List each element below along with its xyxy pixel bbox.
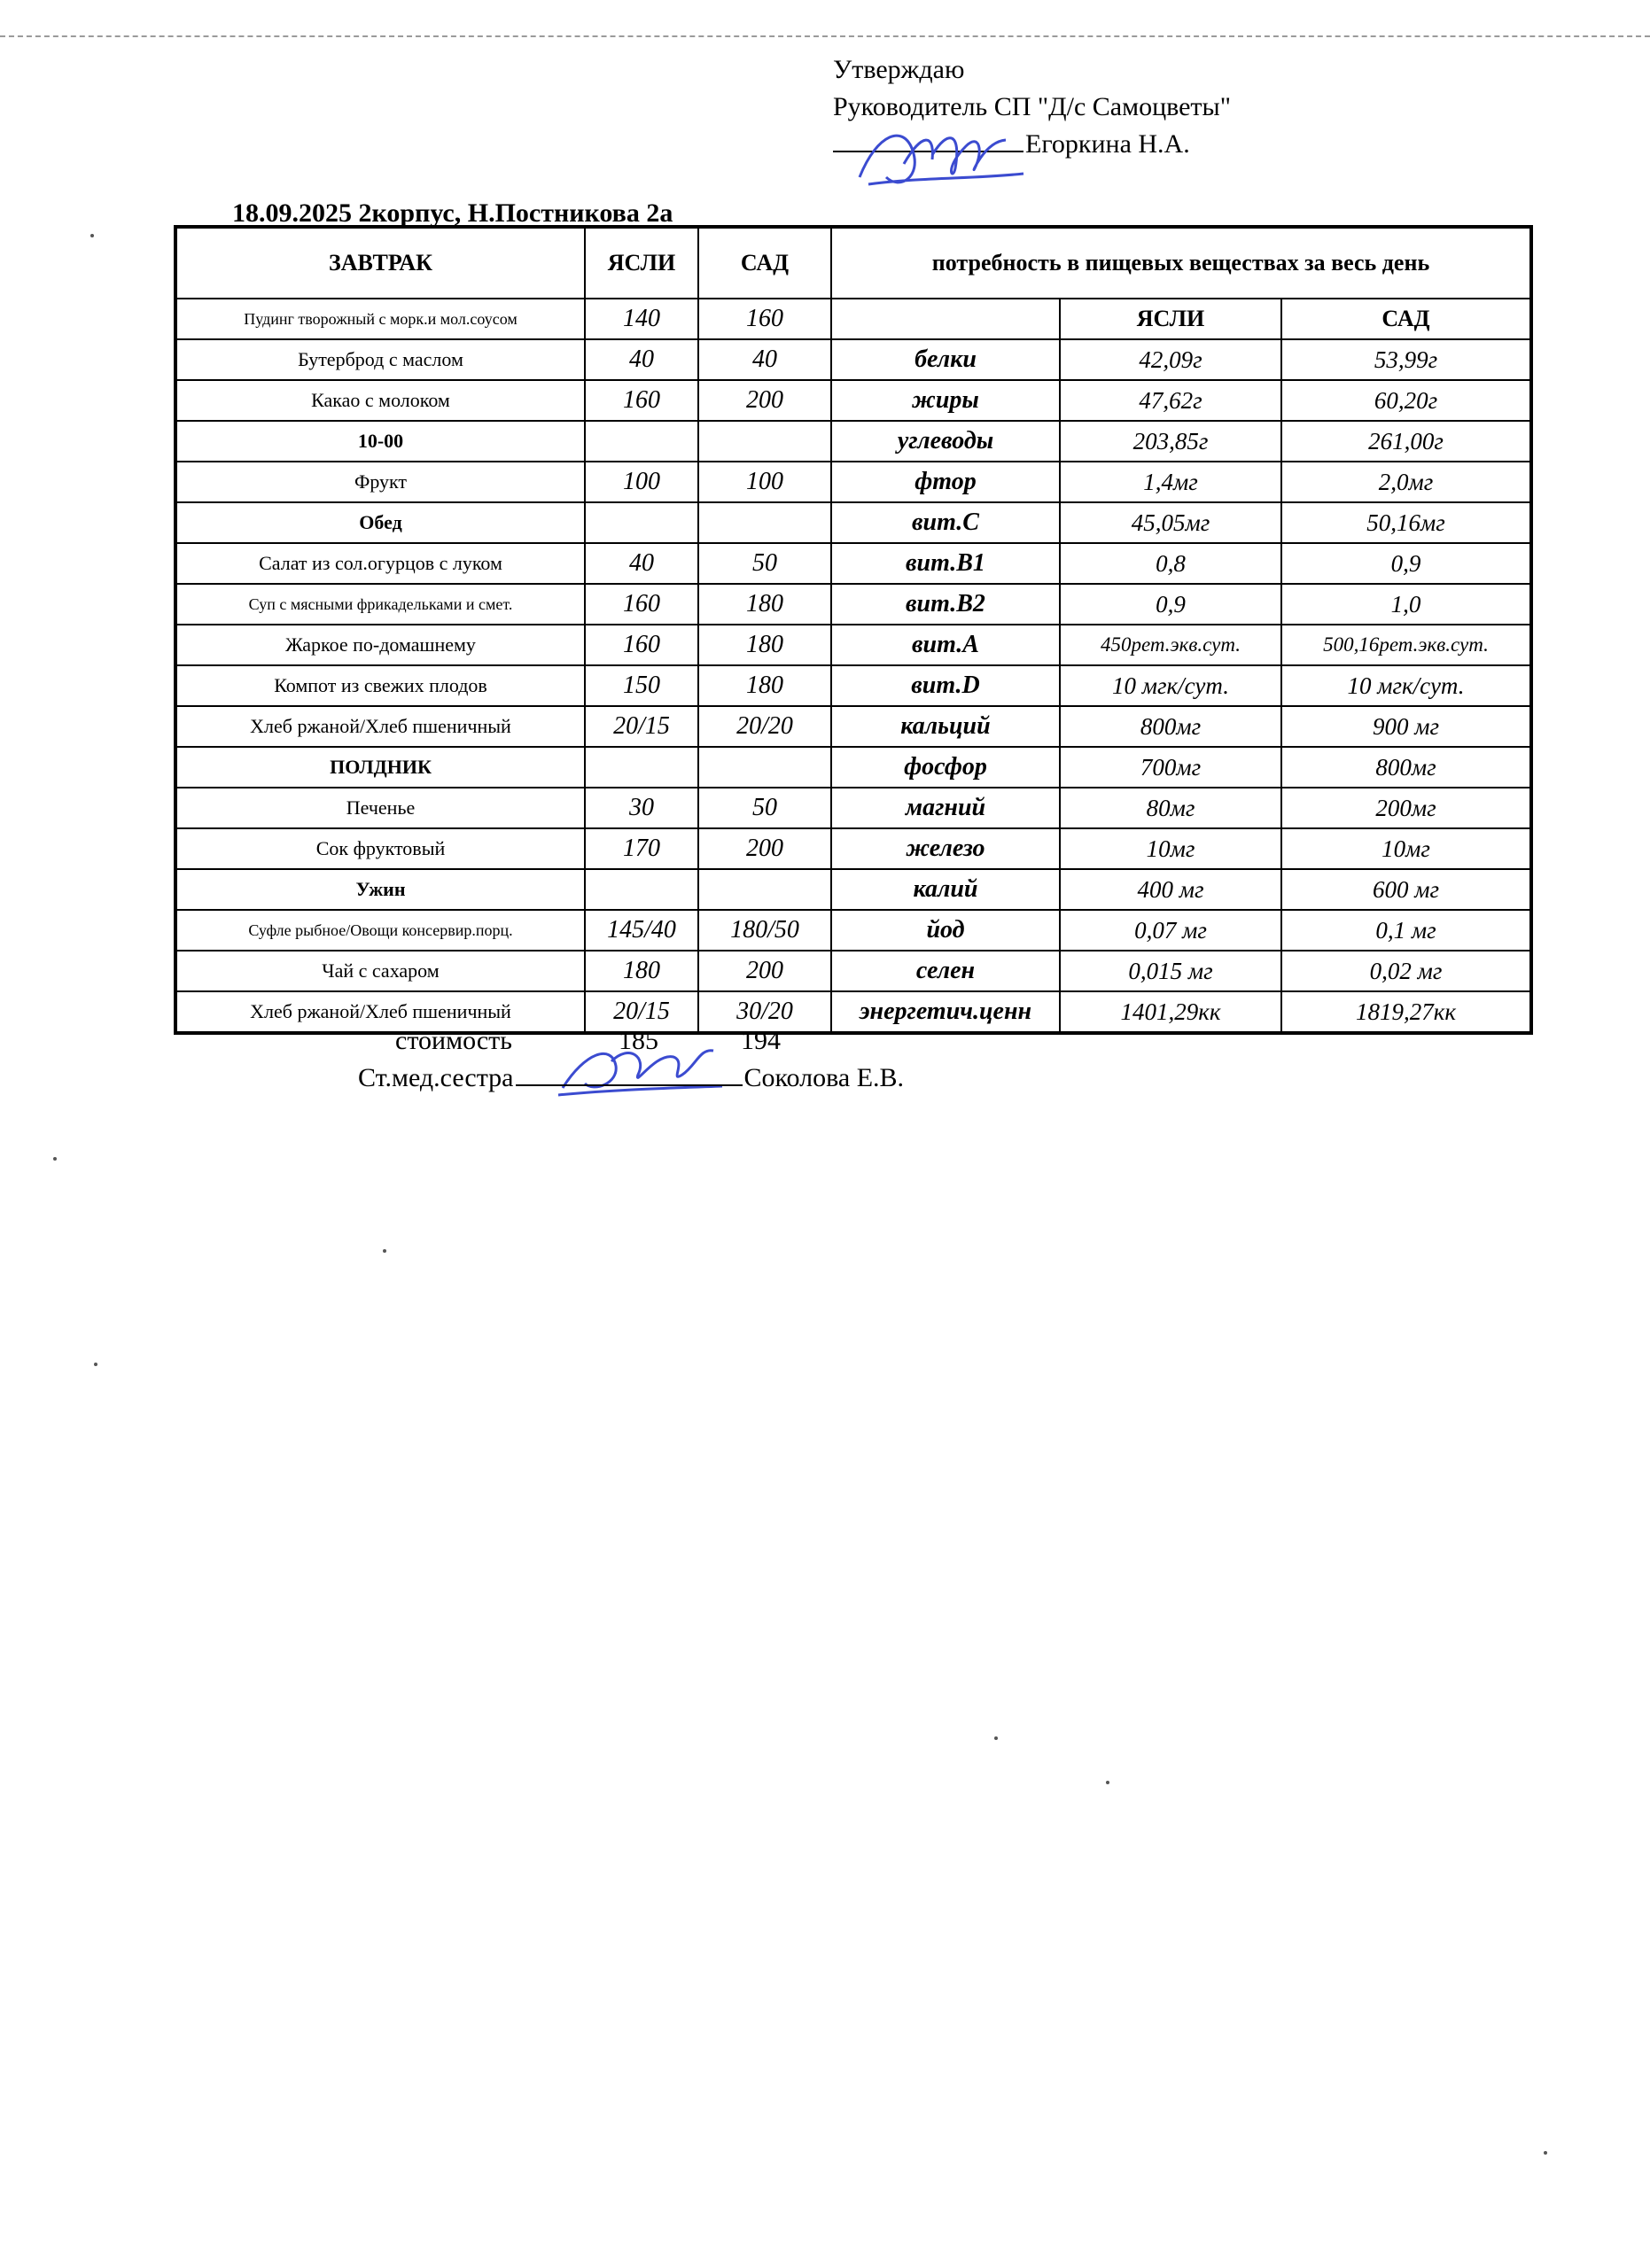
nutrient-cell bbox=[831, 299, 1060, 339]
nutrient-cell: вит.В1 bbox=[831, 543, 1060, 584]
nutrient-cell: вит.А bbox=[831, 625, 1060, 665]
meal-cell: Жаркое по-домашнему bbox=[175, 625, 585, 665]
garden-portion-cell bbox=[698, 502, 831, 543]
nursery-portion-cell: 100 bbox=[585, 462, 698, 502]
nutrient-cell: жиры bbox=[831, 380, 1060, 421]
table-row bbox=[175, 747, 1531, 788]
garden-portion-cell bbox=[698, 747, 831, 788]
scan-speck bbox=[383, 1249, 386, 1253]
approval-line-2: Руководитель СП "Д/с Самоцветы" bbox=[833, 92, 1231, 121]
nursery-portion-cell: 160 bbox=[585, 584, 698, 625]
nursery-portion-cell: 180 bbox=[585, 951, 698, 991]
garden-portion-cell: 100 bbox=[698, 462, 831, 502]
nurse-signature-underline bbox=[516, 1084, 743, 1086]
needs-nursery-cell: 10 мгк/сут. bbox=[1060, 665, 1281, 706]
menu-body bbox=[175, 299, 1531, 1033]
needs-nursery-cell: 700мг bbox=[1060, 747, 1281, 788]
garden-portion-cell: 160 bbox=[698, 299, 831, 339]
garden-portion-cell: 50 bbox=[698, 543, 831, 584]
table-row bbox=[175, 299, 1531, 339]
table-row bbox=[175, 788, 1531, 828]
needs-garden-cell: 10мг bbox=[1281, 828, 1531, 869]
scan-speck bbox=[994, 1736, 998, 1740]
nursery-portion-cell: 160 bbox=[585, 625, 698, 665]
scan-speck bbox=[1544, 2151, 1547, 2155]
nutrient-cell: кальций bbox=[831, 706, 1060, 747]
nursery-portion-cell: 40 bbox=[585, 543, 698, 584]
table-header-row bbox=[175, 227, 1531, 299]
meal-cell: Хлеб ржаной/Хлеб пшеничный bbox=[175, 706, 585, 747]
header-needs: потребность в пищевых веществах за весь день bbox=[831, 227, 1531, 299]
needs-garden-cell: 0,1 мг bbox=[1281, 910, 1531, 951]
needs-nursery-cell: 80мг bbox=[1060, 788, 1281, 828]
table-row bbox=[175, 665, 1531, 706]
cost-garden: 194 bbox=[741, 1026, 781, 1055]
cost-label: стоимость bbox=[395, 1026, 512, 1055]
meal-cell: Печенье bbox=[175, 788, 585, 828]
header-nursery: ЯСЛИ bbox=[585, 227, 698, 299]
nutrient-cell: углеводы bbox=[831, 421, 1060, 462]
needs-garden-cell: 1819,27кк bbox=[1281, 991, 1531, 1033]
meal-cell: 10-00 bbox=[175, 421, 585, 462]
needs-nursery-cell: 47,62г bbox=[1060, 380, 1281, 421]
nutrient-cell: вит.С bbox=[831, 502, 1060, 543]
needs-nursery-cell: 203,85г bbox=[1060, 421, 1281, 462]
needs-nursery-cell: 400 мг bbox=[1060, 869, 1281, 910]
nutrient-cell: энергетич.ценн bbox=[831, 991, 1060, 1033]
needs-garden-header: САД bbox=[1281, 299, 1531, 339]
nutrient-cell: фосфор bbox=[831, 747, 1060, 788]
nursery-portion-cell: 20/15 bbox=[585, 706, 698, 747]
table-row bbox=[175, 951, 1531, 991]
needs-garden-cell: 800мг bbox=[1281, 747, 1531, 788]
table-row bbox=[175, 543, 1531, 584]
table-row bbox=[175, 625, 1531, 665]
garden-portion-cell: 180 bbox=[698, 625, 831, 665]
needs-nursery-cell: 0,07 мг bbox=[1060, 910, 1281, 951]
table-row bbox=[175, 421, 1531, 462]
needs-garden-cell: 0,02 мг bbox=[1281, 951, 1531, 991]
meal-cell: Чай с сахаром bbox=[175, 951, 585, 991]
document-title: 18.09.2025 2корпус, Н.Постникова 2а bbox=[232, 198, 673, 228]
nutrient-cell: йод bbox=[831, 910, 1060, 951]
needs-nursery-cell: 0,015 мг bbox=[1060, 951, 1281, 991]
meal-cell: Сок фруктовый bbox=[175, 828, 585, 869]
nutrient-cell: селен bbox=[831, 951, 1060, 991]
nursery-portion-cell: 40 bbox=[585, 339, 698, 380]
needs-nursery-cell: 800мг bbox=[1060, 706, 1281, 747]
director-signature bbox=[851, 115, 1028, 195]
meal-cell: Ужин bbox=[175, 869, 585, 910]
meal-cell: Салат из сол.огурцов с луком bbox=[175, 543, 585, 584]
garden-portion-cell bbox=[698, 869, 831, 910]
nurse-line bbox=[358, 1063, 904, 1093]
table-row bbox=[175, 828, 1531, 869]
meal-cell: Компот из свежих плодов bbox=[175, 665, 585, 706]
nursery-portion-cell bbox=[585, 421, 698, 462]
needs-nursery-cell: 10мг bbox=[1060, 828, 1281, 869]
meal-cell: Бутерброд с маслом bbox=[175, 339, 585, 380]
needs-garden-cell: 2,0мг bbox=[1281, 462, 1531, 502]
needs-garden-cell: 1,0 bbox=[1281, 584, 1531, 625]
scan-speck bbox=[94, 1363, 97, 1366]
nursery-portion-cell: 150 bbox=[585, 665, 698, 706]
table-row bbox=[175, 502, 1531, 543]
garden-portion-cell: 180 bbox=[698, 584, 831, 625]
garden-portion-cell: 200 bbox=[698, 828, 831, 869]
table-row bbox=[175, 991, 1531, 1033]
nutrient-cell: белки bbox=[831, 339, 1060, 380]
needs-nursery-cell: 450рет.экв.сут. bbox=[1060, 625, 1281, 665]
needs-nursery-cell: 1401,29кк bbox=[1060, 991, 1281, 1033]
needs-garden-cell: 60,20г bbox=[1281, 380, 1531, 421]
scan-speck bbox=[53, 1157, 57, 1161]
nurse-role: Ст.мед.сестра bbox=[358, 1063, 514, 1092]
needs-garden-cell: 53,99г bbox=[1281, 339, 1531, 380]
meal-cell: Какао с молоком bbox=[175, 380, 585, 421]
nutrient-cell: железо bbox=[831, 828, 1060, 869]
meal-cell: Пудинг творожный с морк.и мол.соусом bbox=[175, 299, 585, 339]
needs-garden-cell: 50,16мг bbox=[1281, 502, 1531, 543]
table-row bbox=[175, 380, 1531, 421]
nutrient-cell: вит.В2 bbox=[831, 584, 1060, 625]
scan-speck bbox=[90, 234, 94, 237]
meal-cell: Фрукт bbox=[175, 462, 585, 502]
cost-nursery: 185 bbox=[619, 1026, 658, 1055]
needs-garden-cell: 200мг bbox=[1281, 788, 1531, 828]
table-row bbox=[175, 910, 1531, 951]
meal-cell: Хлеб ржаной/Хлеб пшеничный bbox=[175, 991, 585, 1033]
menu-table bbox=[174, 225, 1533, 1035]
meal-cell: Суп с мясными фрикадельками и смет. bbox=[175, 584, 585, 625]
needs-nursery-cell: 1,4мг bbox=[1060, 462, 1281, 502]
nursery-portion-cell: 160 bbox=[585, 380, 698, 421]
garden-portion-cell: 40 bbox=[698, 339, 831, 380]
approver-name: Егоркина Н.А. bbox=[1025, 129, 1190, 159]
needs-nursery-cell: 42,09г bbox=[1060, 339, 1281, 380]
garden-portion-cell bbox=[698, 421, 831, 462]
needs-garden-cell: 10 мгк/сут. bbox=[1281, 665, 1531, 706]
garden-portion-cell: 180/50 bbox=[698, 910, 831, 951]
meal-cell: Обед bbox=[175, 502, 585, 543]
table-row bbox=[175, 706, 1531, 747]
garden-portion-cell: 20/20 bbox=[698, 706, 831, 747]
garden-portion-cell: 200 bbox=[698, 951, 831, 991]
needs-garden-cell: 0,9 bbox=[1281, 543, 1531, 584]
garden-portion-cell: 30/20 bbox=[698, 991, 831, 1033]
approval-line-1: Утверждаю bbox=[833, 55, 965, 84]
needs-nursery-cell: 0,9 bbox=[1060, 584, 1281, 625]
garden-portion-cell: 180 bbox=[698, 665, 831, 706]
nursery-portion-cell: 20/15 bbox=[585, 991, 698, 1033]
table-row bbox=[175, 339, 1531, 380]
nursery-portion-cell bbox=[585, 869, 698, 910]
needs-garden-cell: 600 мг bbox=[1281, 869, 1531, 910]
table-row bbox=[175, 584, 1531, 625]
nursery-portion-cell bbox=[585, 747, 698, 788]
scan-edge-line bbox=[0, 35, 1650, 37]
meal-cell: ПОЛДНИК bbox=[175, 747, 585, 788]
needs-garden-cell: 900 мг bbox=[1281, 706, 1531, 747]
needs-nursery-header: ЯСЛИ bbox=[1060, 299, 1281, 339]
meal-cell: Суфле рыбное/Овощи консервир.порц. bbox=[175, 910, 585, 951]
nutrient-cell: фтор bbox=[831, 462, 1060, 502]
header-meal: ЗАВТРАК bbox=[175, 227, 585, 299]
garden-portion-cell: 200 bbox=[698, 380, 831, 421]
nutrient-cell: калий bbox=[831, 869, 1060, 910]
nursery-portion-cell: 140 bbox=[585, 299, 698, 339]
needs-nursery-cell: 45,05мг bbox=[1060, 502, 1281, 543]
header-garden: САД bbox=[698, 227, 831, 299]
table-row bbox=[175, 462, 1531, 502]
needs-nursery-cell: 0,8 bbox=[1060, 543, 1281, 584]
nursery-portion-cell bbox=[585, 502, 698, 543]
table-row bbox=[175, 869, 1531, 910]
cost-line bbox=[395, 1026, 781, 1056]
nursery-portion-cell: 30 bbox=[585, 788, 698, 828]
nutrient-cell: магний bbox=[831, 788, 1060, 828]
nutrient-cell: вит.D bbox=[831, 665, 1060, 706]
nurse-name: Соколова Е.В. bbox=[743, 1063, 905, 1092]
nursery-portion-cell: 145/40 bbox=[585, 910, 698, 951]
nursery-portion-cell: 170 bbox=[585, 828, 698, 869]
scan-speck bbox=[1106, 1781, 1109, 1784]
needs-garden-cell: 500,16рет.экв.сут. bbox=[1281, 625, 1531, 665]
garden-portion-cell: 50 bbox=[698, 788, 831, 828]
needs-garden-cell: 261,00г bbox=[1281, 421, 1531, 462]
